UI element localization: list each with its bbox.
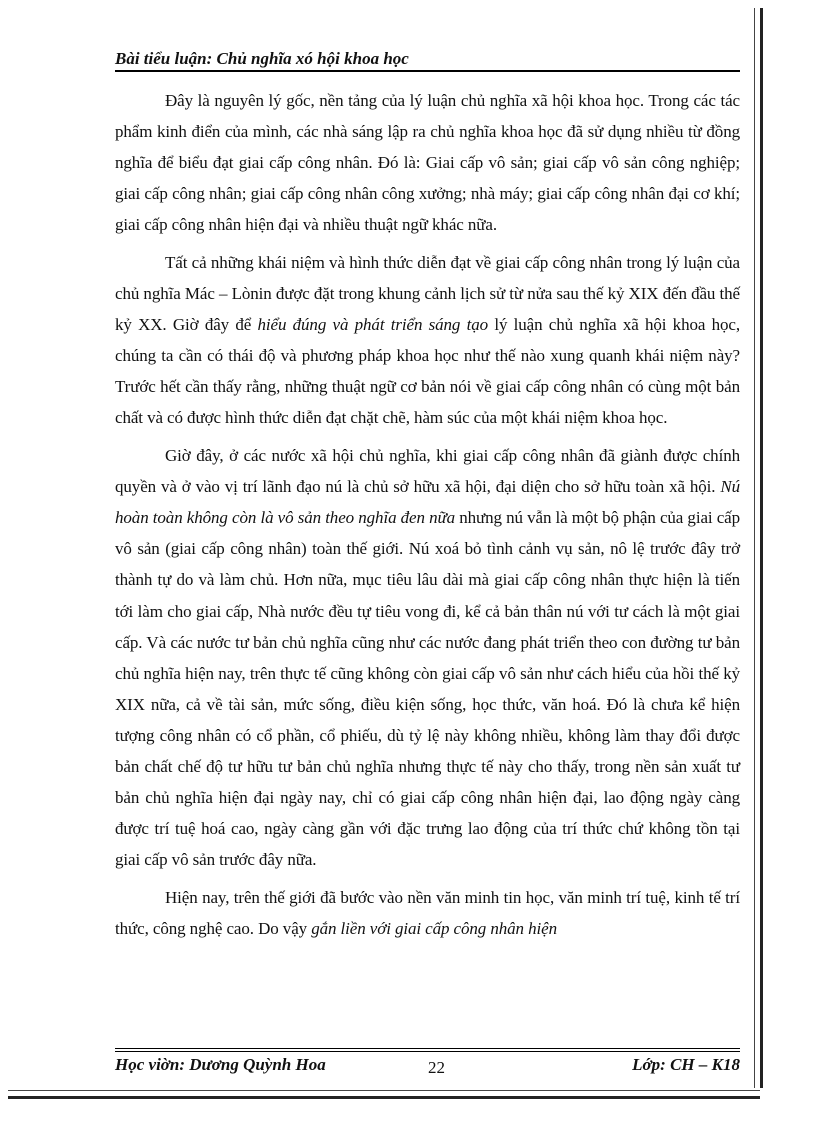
footer-divider xyxy=(115,1048,740,1052)
paragraph-4-emphasis: gắn liền với giai cấp công nhân hiện xyxy=(311,918,557,938)
page-header-title: Bài tiểu luận: Chủ nghĩa xó hội khoa học xyxy=(115,49,409,68)
paragraph-3 xyxy=(115,440,740,875)
footer-class: Lớp: CH – K18 xyxy=(632,1055,740,1074)
paragraph-3-text-end: nhưng nú vẫn là một bộ phận của giai cấp vô sản (giai cấp công nhân) toàn thế giới. Nú xoá bỏ tình cảnh vụ sản, nô lệ trước đây trở thành tự do và làm chủ. Hơn nữa, mục tiêu lâu dài mà giai cấp công nhân thực hiện là tiến tới làm cho giai cấp, Nhà nước đều tự tiêu vong đi, kể cả bản thân nú với tư cách là một giai cấp. Và các nước tư bản chủ nghĩa cũng như các nước đang phát triển theo con đường tư bản chủ nghĩa hiện nay, trên thực tế cũng không còn giai cấp vô sản như cách hiểu của hồi thế kỷ XIX nữa, cả về tài sản, mức sống, điều kiện sống, học thức, văn hoá. Đó là chưa kể hiện tượng công nhân có cổ phần, cổ phiếu, dù tỷ lệ này không nhiều, không làm thay đổi được bản chất chế độ tư hữu tư bản chủ nghĩa nhưng thực tế này cho thấy, trong nền sản xuất tư bản chủ nghĩa hiện đại ngày nay, chỉ có giai cấp công nhân hiện đại, lao động ngày càng được trí tuệ hoá cao, ngày càng gần với đặc trưng lao động của trí thức chứ không tồn tại giai cấp vô sản trước đây nữa. xyxy=(115,508,740,870)
header-divider xyxy=(115,70,740,72)
page-border-bottom xyxy=(8,1090,760,1099)
page-border-right xyxy=(754,8,763,1088)
document-body xyxy=(115,85,740,951)
paragraph-1-text: Đây là nguyên lý gốc, nền tảng của lý luận chủ nghĩa xã hội khoa học. Trong các tác phẩm kinh điển của mình, các nhà sáng lập ra chủ nghĩa khoa học đã sử dụng nhiều từ đồng nghĩa để biểu đạt giai cấp công nhân. Đó là: Giai cấp vô sản; giai cấp vô sản công nghiệp; giai cấp công nhân; giai cấp công nhân công xưởng; nhà máy; giai cấp công nhân đại cơ khí; giai cấp công nhân hiện đại và nhiều thuật ngữ khác nữa. xyxy=(115,91,740,235)
footer-student-name: Học viờn: Dương Quỳnh Hoa xyxy=(115,1055,326,1074)
paragraph-3-emphasis: Nú hoàn toàn không còn là vô sản theo nghĩa đen nữa xyxy=(115,477,740,528)
paragraph-4-text-start: Hiện nay, trên thế giới đã bước vào nền văn minh tin học, văn minh trí tuệ, kinh tế trí thức, công nghệ cao. Do vậy xyxy=(115,887,740,938)
paragraph-2 xyxy=(115,247,740,434)
paragraph-2-emphasis: hiểu đúng và phát triển sáng tạo xyxy=(257,315,489,335)
paragraph-2-text-end: lý luận chủ nghĩa xã hội khoa học, chúng ta cần có thái độ và phương pháp khoa học như thế nào xung quanh khái niệm này? Trước hết cần thấy rằng, những thuật ngữ cơ bản nói về giai cấp công nhân có cùng một bản chất và có được hình thức diễn đạt chặt chẽ, hàm súc của một khái niệm khoa học. xyxy=(115,315,740,428)
paragraph-3-text-start: Giờ đây, ở các nước xã hội chủ nghĩa, khi giai cấp công nhân đã giành được chính quyền và ở vào vị trí lãnh đạo nú là chủ sở hữu xã hội, đại diện cho sở hữu toàn xã hội. xyxy=(115,446,740,497)
paragraph-4 xyxy=(115,882,740,944)
paragraph-2-text-start: Tất cả những khái niệm và hình thức diễn đạt về giai cấp công nhân trong lý luận của chủ nghĩa Mác – Lònin được đặt trong khung cảnh lịch sử từ nửa sau thế kỷ XIX đến đầu thế kỷ XX. Giờ đây để xyxy=(115,252,740,335)
page-number: 22 xyxy=(428,1058,445,1077)
paragraph-1 xyxy=(115,85,740,240)
